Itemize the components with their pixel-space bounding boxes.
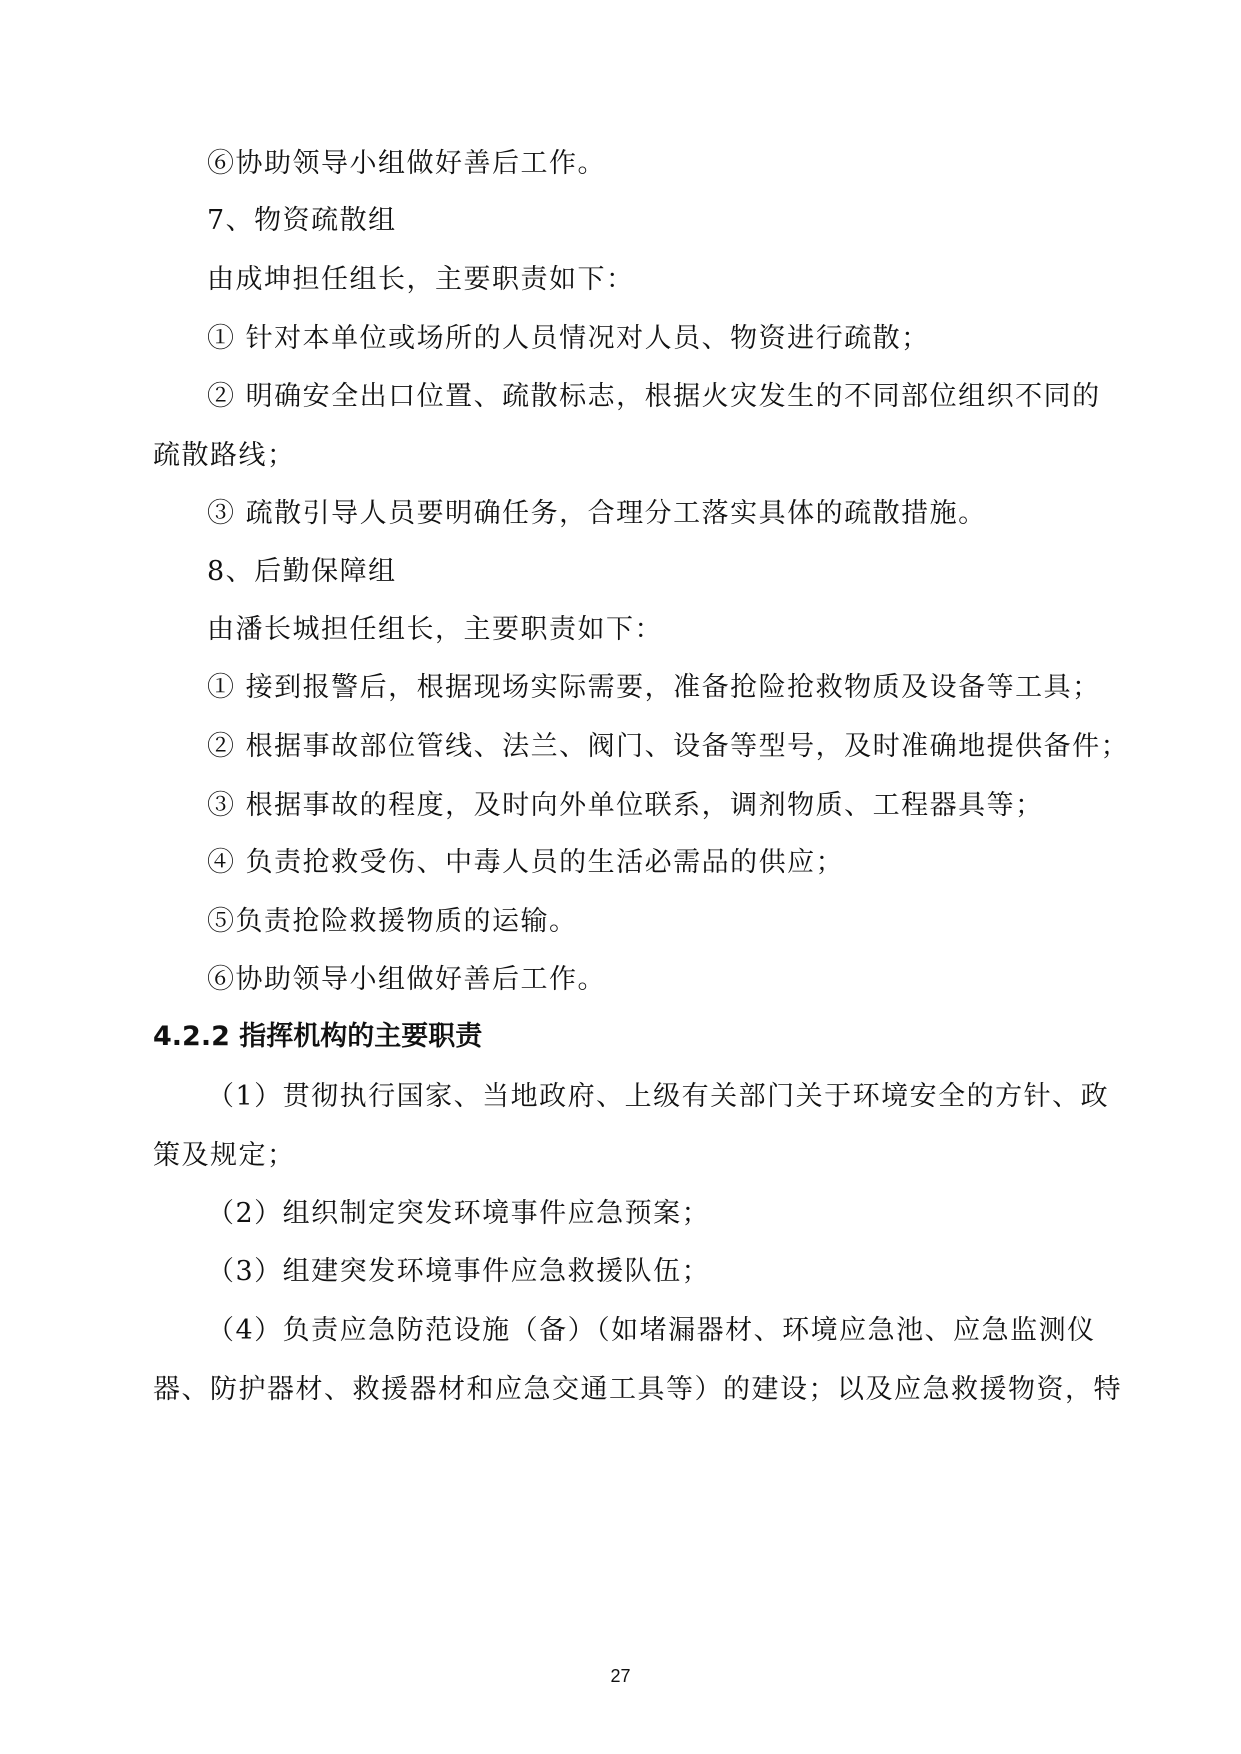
text-line: ③ 疏散引导人员要明确任务，合理分工落实具体的疏散措施。 [207,498,987,529]
page-number: 27 [610,1666,631,1686]
text-line: ② 明确安全出口位置、疏散标志，根据火灾发生的不同部位组织不同的 [207,381,1101,412]
text-line: 8、后勤保障组 [207,556,397,587]
text-line: ① 接到报警后，根据现场实际需要，准备抢险抢救物质及设备等工具； [207,672,1101,703]
text-line: ⑥协助领导小组做好善后工作。 [207,964,606,995]
text-line: ④ 负责抢救受伤、中毒人员的生活必需品的供应； [207,847,845,878]
text-line: ⑤负责抢险救援物质的运输。 [207,906,578,937]
text-line: 由潘长城担任组长，主要职责如下： [207,614,663,645]
paragraph-line: （2）组织制定突发环境事件应急预案； [207,1198,711,1229]
paragraph-line: （1）贯彻执行国家、当地政府、上级有关部门关于环境安全的方针、政 [207,1081,1110,1112]
section-heading: 4.2.2 指挥机构的主要职责 [153,1021,483,1052]
paragraph-line: 器、防护器材、救援器材和应急交通工具等）的建设；以及应急救援物资，特 [153,1374,1122,1405]
paragraph-line: （3）组建突发环境事件应急救援队伍； [207,1256,711,1287]
text-line: ① 针对本单位或场所的人员情况对人员、物资进行疏散； [207,323,930,354]
text-line: ② 根据事故部位管线、法兰、阀门、设备等型号，及时准确地提供备件； [207,731,1130,762]
text-line: ③ 根据事故的程度，及时向外单位联系，调剂物质、工程器具等； [207,790,1044,821]
paragraph-line: 策及规定； [153,1140,296,1171]
text-line: 由成坤担任组长，主要职责如下： [207,264,635,295]
text-line: ⑥协助领导小组做好善后工作。 [207,148,606,179]
text-line: 7、物资疏散组 [207,205,397,236]
paragraph-line: （4）负责应急防范设施（备）（如堵漏器材、环境应急池、应急监测仪 [207,1315,1096,1346]
text-line: 疏散路线； [153,440,296,471]
